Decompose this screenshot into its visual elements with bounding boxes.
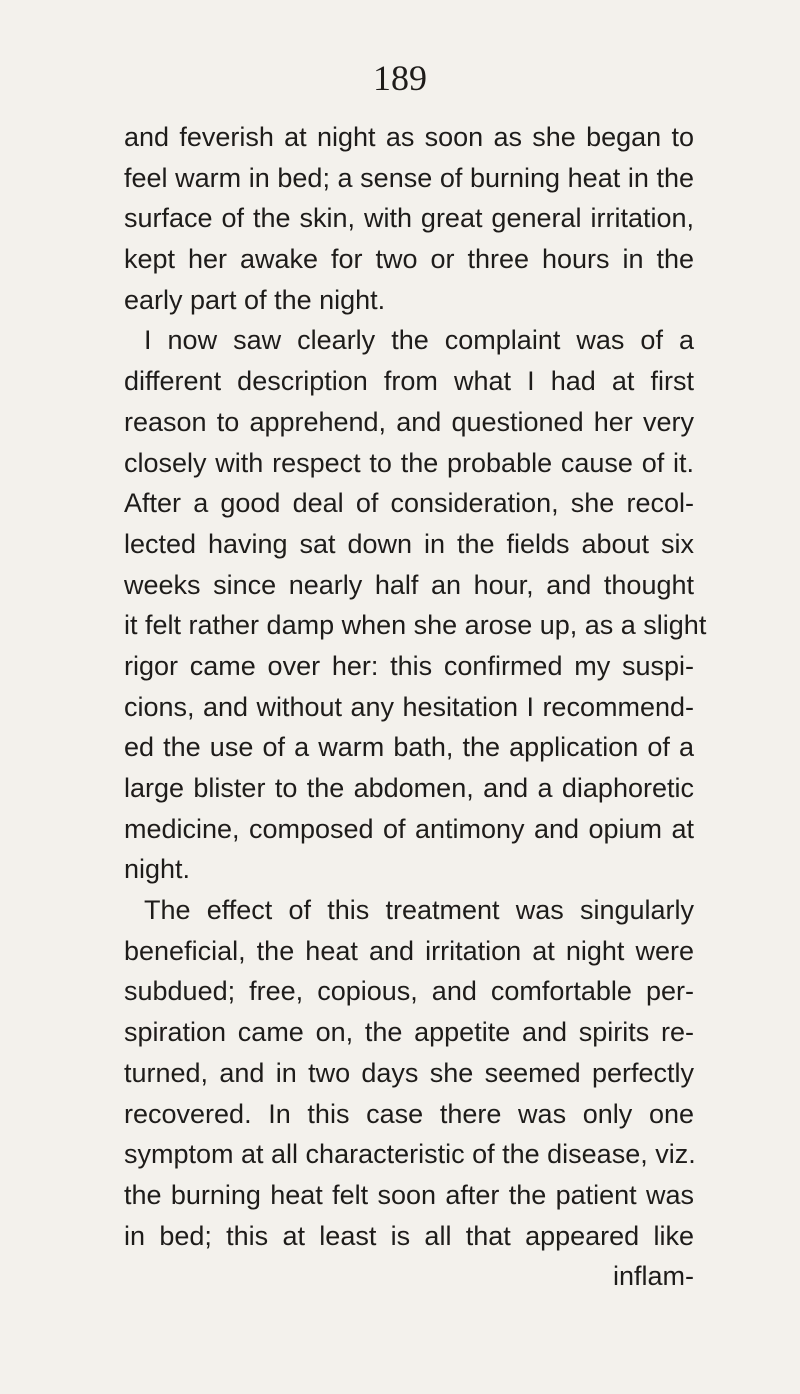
text-line: recovered. In this case there was only one <box>124 1098 694 1129</box>
text-line: rigor came over her: this confirmed my suspi- <box>124 650 694 681</box>
text-line: weeks since nearly half an hour, and thought <box>124 569 694 600</box>
text-line: large blister to the abdomen, and a diaphoretic <box>124 773 694 803</box>
text-line: medicine, composed of antimony and opium at <box>124 813 694 844</box>
text-line: night. <box>124 854 191 885</box>
text-line: subdued; free, copious, and comfortable per- <box>124 976 694 1007</box>
text-line: in bed; this at least is all that appeared like <box>124 1220 694 1251</box>
text-line: cions, and without any hesitation I recommend- <box>124 691 694 722</box>
page-number: 189 <box>373 58 427 98</box>
text-line: kept her awake for two or three hours in the <box>124 244 694 275</box>
text-line: turned, and in two days she seemed perfectly <box>124 1057 694 1088</box>
text-line: early part of the night. <box>124 284 386 315</box>
text-line: feel warm in bed; a sense of burning heat in the <box>124 162 694 193</box>
text-line: beneficial, the heat and irritation at night were <box>124 935 694 966</box>
catchword: inflam- <box>612 1261 694 1292</box>
text-line: After a good deal of consideration, she recol- <box>124 488 694 519</box>
text-line: and feverish at night as soon as she began to <box>124 122 694 152</box>
text-line: symptom at all characteristic of the disease, viz. <box>124 1139 696 1170</box>
text-line: surface of the skin, with great general irritation, <box>124 203 694 234</box>
text-line: it felt rather damp when she arose up, as a slight <box>124 610 707 641</box>
text-line: the burning heat felt soon after the patient was <box>124 1179 694 1210</box>
text-line: closely with respect to the probable cause of it. <box>124 447 694 478</box>
text-line: ed the use of a warm bath, the application of a <box>124 732 694 763</box>
body-text <box>124 117 707 1297</box>
text-line: reason to apprehend, and questioned her very <box>124 406 694 437</box>
text-line: different description from what I had at first <box>124 366 694 397</box>
text-line: The effect of this treatment was singularly <box>144 895 694 926</box>
text-line: spiration came on, the appetite and spirits re- <box>124 1017 694 1048</box>
text-line: I now saw clearly the complaint was of a <box>144 325 694 356</box>
text-line: lected having sat down in the fields about six <box>124 528 694 559</box>
